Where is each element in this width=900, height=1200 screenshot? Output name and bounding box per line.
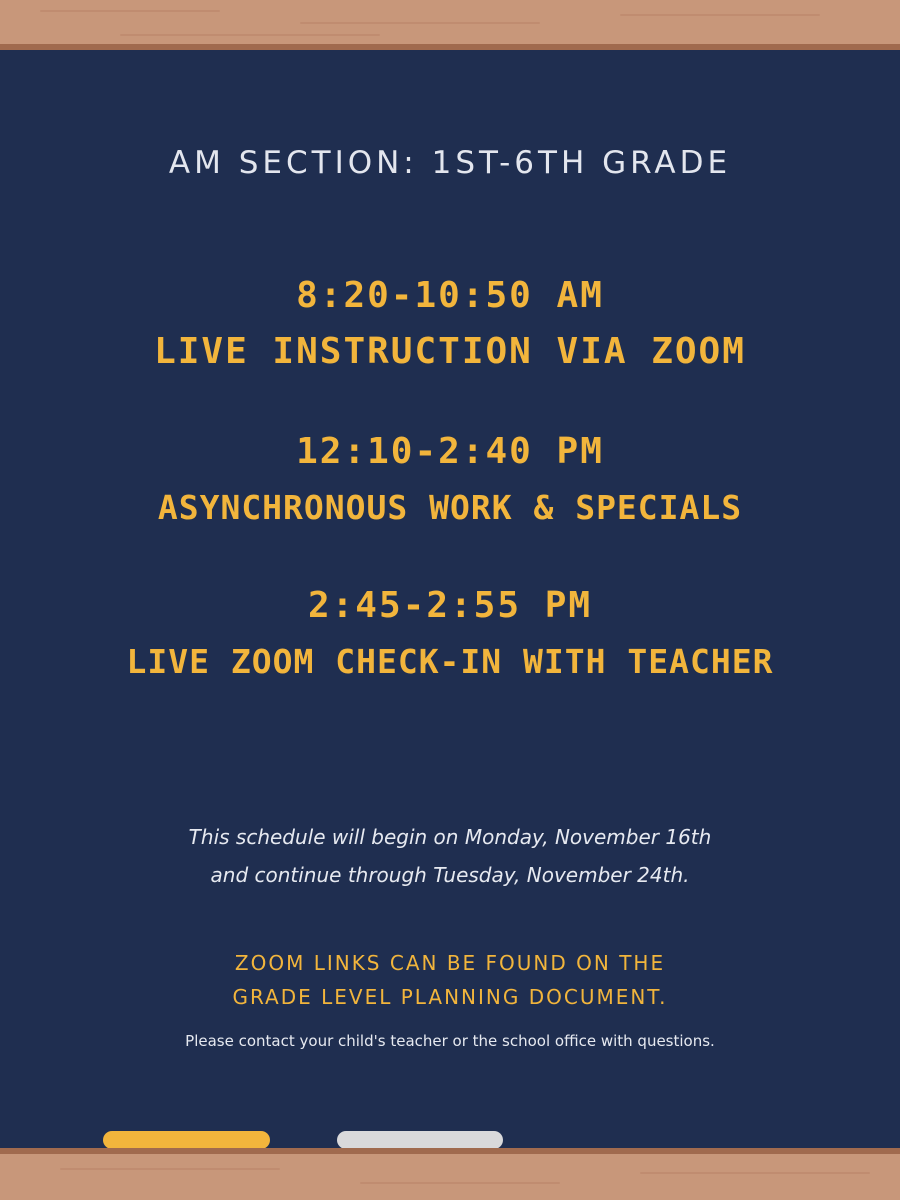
wood-grain <box>40 10 220 12</box>
wood-grain <box>60 1168 280 1170</box>
schedule-block-1 <box>0 268 900 380</box>
schedule-activity: LIVE ZOOM CHECK-IN WITH TEACHER <box>126 642 774 681</box>
yellow-chalk <box>103 1131 270 1149</box>
wood-grain <box>300 22 540 24</box>
chalkboard-frame-bottom <box>0 1148 900 1200</box>
contact-note: Please contact your child's teacher or the school office with questions. <box>185 1032 715 1050</box>
wood-grain <box>360 1182 560 1184</box>
schedule-dates-note <box>0 818 900 894</box>
zoom-line: ZOOM LINKS CAN BE FOUND ON THE <box>234 951 666 975</box>
white-chalk <box>337 1131 503 1149</box>
schedule-time: 12:10-2:40 PM <box>296 431 604 472</box>
schedule-time: 2:45-2:55 PM <box>307 585 593 626</box>
schedule-time: 8:20-10:50 AM <box>296 275 604 316</box>
schedule-block-3 <box>0 578 900 690</box>
note-line: This schedule will begin on Monday, November 16th <box>188 825 712 849</box>
chalkboard-frame-top <box>0 0 900 50</box>
schedule-activity: ASYNCHRONOUS WORK & SPECIALS <box>157 488 743 527</box>
wood-grain <box>620 14 820 16</box>
schedule-activity: LIVE INSTRUCTION VIA ZOOM <box>154 331 746 372</box>
zoom-line: GRADE LEVEL PLANNING DOCUMENT. <box>232 985 668 1009</box>
zoom-links-note <box>0 946 900 1014</box>
wood-grain <box>640 1172 870 1174</box>
schedule-block-2 <box>0 424 900 536</box>
note-line: and continue through Tuesday, November 24th. <box>210 863 690 887</box>
section-title: AM SECTION: 1ST-6TH GRADE <box>168 145 732 181</box>
wood-grain <box>120 34 380 36</box>
